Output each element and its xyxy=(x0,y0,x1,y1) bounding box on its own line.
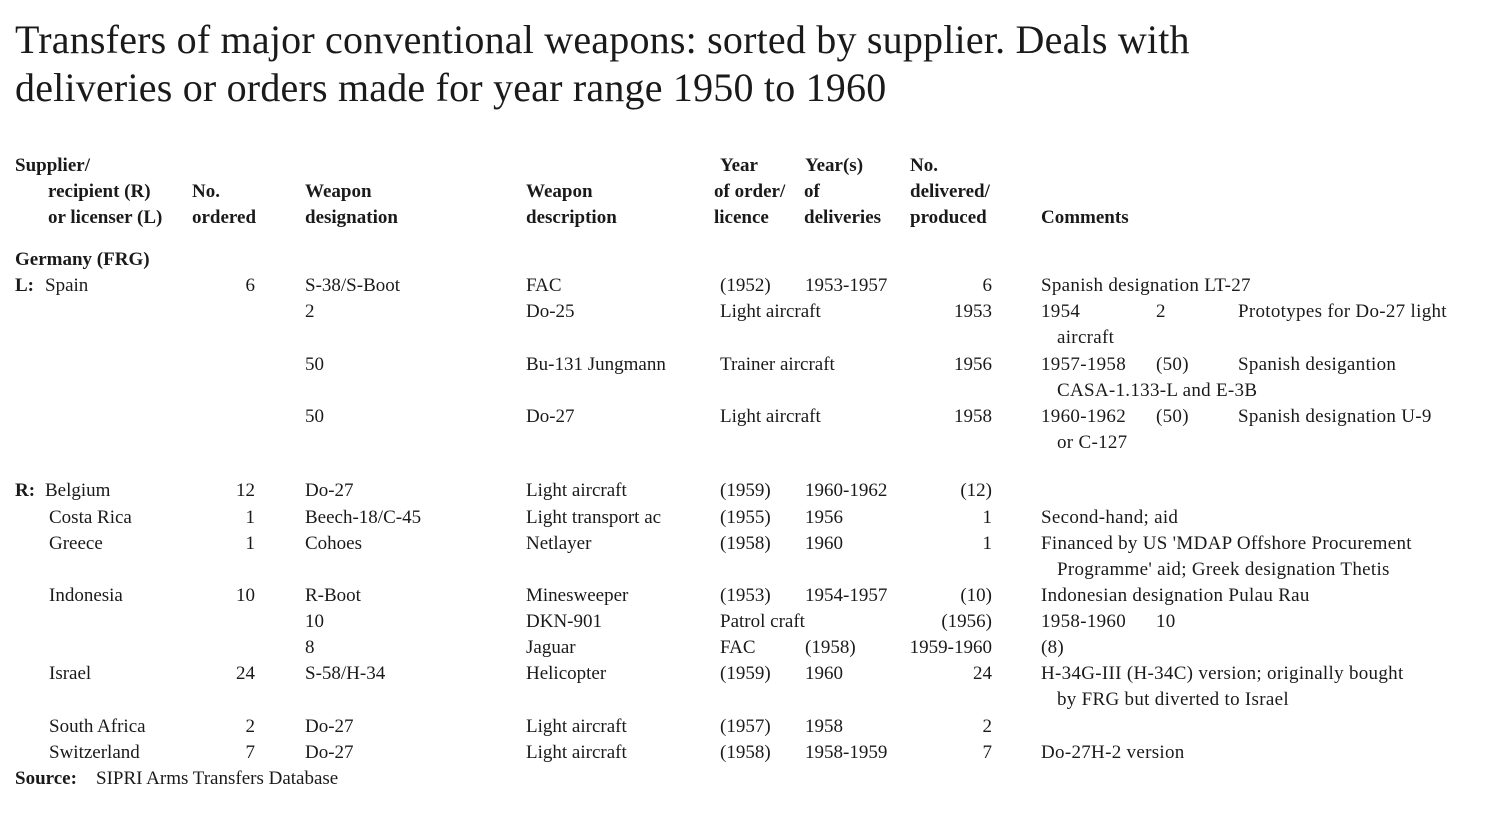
header-designation-line2: designation xyxy=(305,207,398,228)
ordered-cell: 7 xyxy=(245,742,255,763)
ordered-cell: 24 xyxy=(236,663,255,684)
ordered-cell: 1 xyxy=(245,507,255,528)
designation-cell: Bu-131 Jungmann xyxy=(526,354,666,375)
delivery-years-cell: 1958-1960 xyxy=(1041,611,1127,632)
ordered-cell: 12 xyxy=(236,480,255,501)
header-delivered-line1: No. xyxy=(910,155,938,176)
order-year-cell: (1959) xyxy=(720,663,771,684)
designation-cell: Jaguar xyxy=(526,637,576,658)
description-cell: FAC xyxy=(720,637,756,658)
comment-cell: Do-27H-2 version xyxy=(1041,742,1185,763)
recipient-cell: South Africa xyxy=(49,716,146,737)
recipient-cell: Indonesia xyxy=(49,585,123,606)
comment-cell: Spanish designation LT-27 xyxy=(1041,275,1251,296)
order-year-cell: (1958) xyxy=(720,742,771,763)
designation-cell: R-Boot xyxy=(305,585,361,606)
header-delivery-years-line2: of xyxy=(804,181,820,202)
delivered-cell: 2 xyxy=(982,716,992,737)
order-year-cell: 1953 xyxy=(954,301,992,322)
designation-cell: Do-27 xyxy=(305,742,354,763)
delivery-years-cell: 1960 xyxy=(805,663,843,684)
description-cell: Light aircraft xyxy=(526,742,627,763)
designation-cell: Beech-18/C-45 xyxy=(305,507,422,528)
delivered-cell: (50) xyxy=(1156,406,1189,427)
order-year-cell: (1952) xyxy=(720,275,771,296)
comment-cell: Indonesian designation Pulau Rau xyxy=(1041,585,1310,606)
ordered-cell: 6 xyxy=(245,275,255,296)
delivery-years-cell: 1956 xyxy=(805,507,843,528)
delivery-years-cell: 1954-1957 xyxy=(805,585,888,606)
order-year-cell: (1958) xyxy=(805,637,856,658)
supplier-name: Germany (FRG) xyxy=(15,249,150,270)
recipient-prefix: R: xyxy=(15,480,36,501)
header-ordered-line2: ordered xyxy=(192,207,257,228)
header-supplier-line2: recipient (R) xyxy=(48,181,151,202)
header-delivery-years-line3: deliveries xyxy=(804,207,882,228)
order-year-cell: 1956 xyxy=(954,354,992,375)
title-line-1: Transfers of major conventional weapons: sorted by supplier. Deals with xyxy=(15,17,1190,62)
order-year-cell: (1959) xyxy=(720,480,771,501)
comment-cell: Financed by US 'MDAP Offshore Procurement xyxy=(1041,533,1412,554)
designation-cell: Cohoes xyxy=(305,533,362,554)
ordered-cell: 8 xyxy=(305,637,315,658)
page-title xyxy=(15,16,1190,112)
header-supplier-line1: Supplier/ xyxy=(15,155,90,176)
description-cell: Light transport ac xyxy=(526,507,662,528)
delivered-cell: (50) xyxy=(1156,354,1189,375)
delivery-years-cell: 1960-1962 xyxy=(1041,406,1127,427)
recipient-cell: Switzerland xyxy=(49,742,140,763)
delivered-cell: 24 xyxy=(973,663,992,684)
description-cell: Light aircraft xyxy=(720,406,821,427)
designation-cell: S-38/S-Boot xyxy=(305,275,401,296)
delivered-cell: (8) xyxy=(1041,637,1065,658)
comment-cell: Spanish designation U-9 xyxy=(1238,406,1432,427)
delivered-cell: 1 xyxy=(982,507,992,528)
ordered-cell: 1 xyxy=(245,533,255,554)
description-cell: Netlayer xyxy=(526,533,592,554)
description-cell: Patrol craft xyxy=(720,611,805,632)
delivery-years-cell: 1954 xyxy=(1041,301,1081,322)
description-cell: FAC xyxy=(526,275,562,296)
description-cell: Trainer aircraft xyxy=(720,354,835,375)
delivered-cell: 7 xyxy=(982,742,992,763)
description-cell: Helicopter xyxy=(526,663,607,684)
designation-cell: Do-27 xyxy=(526,406,575,427)
description-cell: Light aircraft xyxy=(526,716,627,737)
title-line-2: deliveries or orders made for year range 1950 to 1960 xyxy=(15,65,887,110)
description-cell: Light aircraft xyxy=(526,480,627,501)
order-year-cell: 1958 xyxy=(954,406,992,427)
recipient-cell: Spain xyxy=(45,275,89,296)
designation-cell: Do-27 xyxy=(305,716,354,737)
ordered-cell: 10 xyxy=(305,611,324,632)
description-cell: Minesweeper xyxy=(526,585,629,606)
delivered-cell: (12) xyxy=(960,480,992,501)
header-delivered-line3: produced xyxy=(910,207,987,228)
licence-prefix: L: xyxy=(15,275,34,296)
order-year-cell: (1956) xyxy=(941,611,992,632)
header-order-year-line1: Year xyxy=(720,155,758,176)
delivery-years-cell: 1960-1962 xyxy=(805,480,888,501)
delivered-cell: 10 xyxy=(1156,611,1176,632)
delivery-years-cell: 1953-1957 xyxy=(805,275,888,296)
delivered-cell: (10) xyxy=(960,585,992,606)
recipient-cell: Israel xyxy=(49,663,92,684)
order-year-cell: (1953) xyxy=(720,585,771,606)
ordered-cell: 50 xyxy=(305,354,324,375)
designation-cell: S-58/H-34 xyxy=(305,663,386,684)
comment-cell: Second-hand; aid xyxy=(1041,507,1179,528)
comment-cell-continued: Programme' aid; Greek designation Thetis xyxy=(1057,559,1390,580)
header-ordered-line1: No. xyxy=(192,181,220,202)
designation-cell: Do-25 xyxy=(526,301,575,322)
header-order-year-line3: licence xyxy=(714,207,769,228)
source-text: SIPRI Arms Transfers Database xyxy=(96,768,339,789)
ordered-cell: 10 xyxy=(236,585,255,606)
recipient-cell: Greece xyxy=(49,533,103,554)
comment-cell: Spanish desigantion xyxy=(1238,354,1397,375)
source-label: Source: xyxy=(15,768,77,789)
order-year-cell: (1958) xyxy=(720,533,771,554)
comment-cell-continued: or C-127 xyxy=(1057,432,1128,453)
comment-cell-continued: by FRG but diverted to Israel xyxy=(1057,689,1289,710)
header-comments: Comments xyxy=(1041,207,1129,228)
header-description-line1: Weapon xyxy=(526,181,593,202)
header-description-line2: description xyxy=(526,207,617,228)
delivered-cell: 1 xyxy=(982,533,992,554)
delivery-years-cell: 1960 xyxy=(805,533,843,554)
comment-cell-continued: aircraft xyxy=(1057,327,1115,348)
header-designation-line1: Weapon xyxy=(305,181,372,202)
header-order-year-line2: of order/ xyxy=(714,181,786,202)
recipient-cell: Belgium xyxy=(45,480,111,501)
delivery-years-cell: 1958 xyxy=(805,716,843,737)
description-cell: Light aircraft xyxy=(720,301,821,322)
designation-cell: DKN-901 xyxy=(526,611,602,632)
ordered-cell: 2 xyxy=(305,301,315,322)
order-year-cell: (1955) xyxy=(720,507,771,528)
order-year-cell: (1957) xyxy=(720,716,771,737)
delivery-years-cell: 1959-1960 xyxy=(909,637,992,658)
header-delivery-years-line1: Year(s) xyxy=(805,155,864,176)
delivery-years-cell: 1957-1958 xyxy=(1041,354,1127,375)
ordered-cell: 50 xyxy=(305,406,324,427)
delivered-cell: 2 xyxy=(1156,301,1166,322)
comment-cell: Prototypes for Do-27 light xyxy=(1238,301,1447,322)
recipient-cell: Costa Rica xyxy=(49,507,132,528)
header-supplier-line3: or licenser (L) xyxy=(48,207,163,228)
comment-cell-continued: CASA-1.133-L and E-3B xyxy=(1057,380,1258,401)
delivery-years-cell: 1958-1959 xyxy=(805,742,888,763)
comment-cell: H-34G-III (H-34C) version; originally bought xyxy=(1041,663,1404,684)
header-delivered-line2: delivered/ xyxy=(910,181,990,202)
designation-cell: Do-27 xyxy=(305,480,354,501)
delivered-cell: 6 xyxy=(982,275,992,296)
ordered-cell: 2 xyxy=(245,716,255,737)
